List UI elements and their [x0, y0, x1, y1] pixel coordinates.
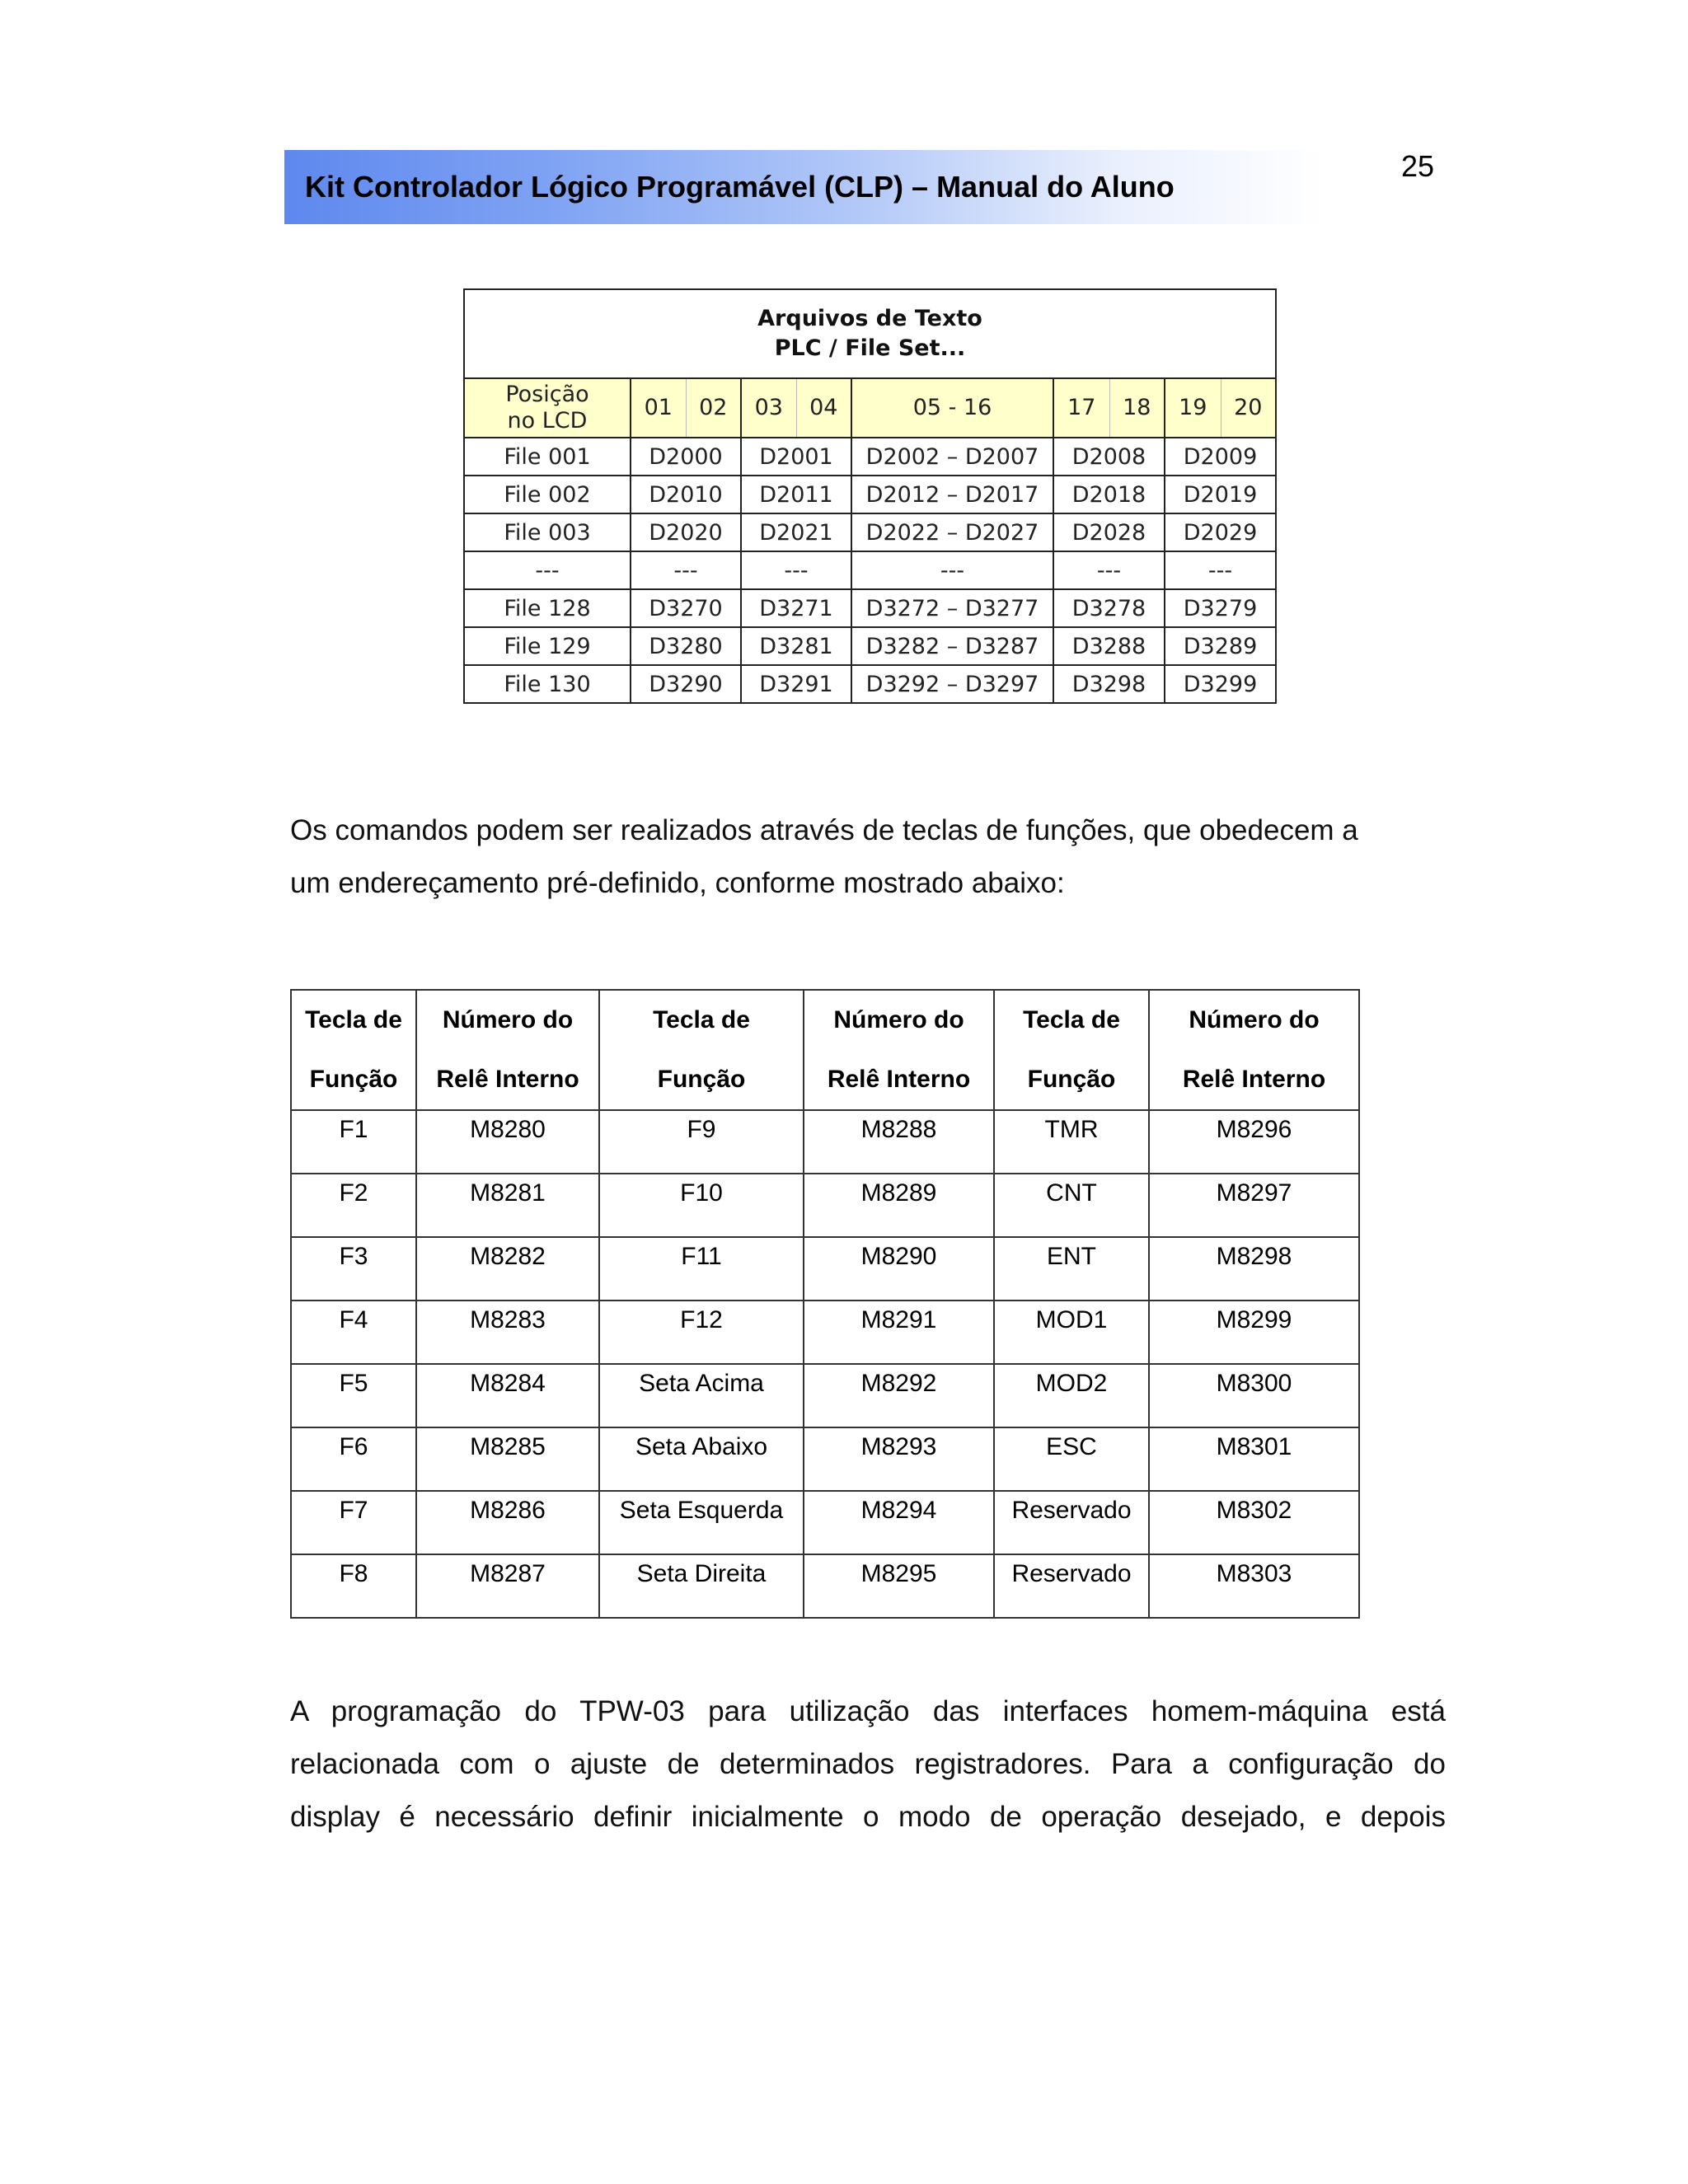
table-row	[464, 665, 1276, 703]
header-cell: Tecla de Função	[994, 990, 1149, 1110]
table-cell: D2018	[1053, 476, 1165, 513]
table-cell: D3271	[741, 589, 851, 627]
function-keys-table	[290, 989, 1360, 1619]
table-cell: F12	[599, 1301, 804, 1364]
table-row	[464, 589, 1276, 627]
header-label: no LCD	[507, 408, 588, 434]
header-label: Posição	[505, 382, 589, 407]
table-row	[464, 438, 1276, 476]
table-cell: M8294	[804, 1491, 994, 1554]
table-cell: D2002 – D2007	[851, 438, 1053, 476]
caption-line: PLC / File Set...	[774, 335, 966, 361]
table-cell: Seta Esquerda	[599, 1491, 804, 1554]
header-cell: 18	[1109, 378, 1165, 438]
table-cell: M8297	[1149, 1174, 1359, 1237]
table-header-row	[291, 990, 1359, 1110]
table-cell: File 130	[464, 665, 631, 703]
header-cell: 20	[1221, 378, 1276, 438]
text-line: um endereçamento pré-definido, conforme mostrado abaixo:	[290, 867, 1065, 899]
table-cell: D3278	[1053, 589, 1165, 627]
header-cell: Tecla de Função	[599, 990, 804, 1110]
table-cell: ---	[851, 551, 1053, 589]
table-cell: Reservado	[994, 1554, 1149, 1618]
table-cell: D2000	[631, 438, 741, 476]
table-cell: D3282 – D3287	[851, 627, 1053, 665]
paragraph-programming	[290, 1685, 1446, 1844]
caption-line: Arquivos de Texto	[757, 306, 982, 331]
table-cell: File 129	[464, 627, 631, 665]
header-cell: 02	[686, 378, 741, 438]
table-cell: F4	[291, 1301, 416, 1364]
header-cell: 19	[1165, 378, 1221, 438]
table-cell: D3281	[741, 627, 851, 665]
table-cell: M8302	[1149, 1491, 1359, 1554]
table-cell: D3291	[741, 665, 851, 703]
text-line: A programação do TPW-03 para utilização das interfaces homem-máquina está	[290, 1695, 1446, 1727]
table-cell: ---	[741, 551, 851, 589]
table-cell: M8285	[416, 1427, 599, 1491]
table-cell: D3270	[631, 589, 741, 627]
table-cell: F8	[291, 1554, 416, 1618]
text-line: display é necessário definir inicialmente o modo de operação desejado, e depois	[290, 1801, 1446, 1833]
table-cell: F7	[291, 1491, 416, 1554]
table-cell: D3288	[1053, 627, 1165, 665]
table-cell: F3	[291, 1237, 416, 1301]
header-cell: 03	[741, 378, 796, 438]
table-cell: D2001	[741, 438, 851, 476]
table-cell: D2020	[631, 513, 741, 551]
table-cell: D3292 – D3297	[851, 665, 1053, 703]
table-cell: D3279	[1165, 589, 1276, 627]
header-cell: Tecla de Função	[291, 990, 416, 1110]
header-cell: 17	[1053, 378, 1109, 438]
table-cell: F10	[599, 1174, 804, 1237]
table-cell: MOD2	[994, 1364, 1149, 1427]
header-cell: 05 - 16	[851, 378, 1053, 438]
table-cell: MOD1	[994, 1301, 1149, 1364]
table-row	[291, 1301, 1359, 1364]
text-line: Os comandos podem ser realizados através de teclas de funções, que obedecem a	[290, 814, 1358, 846]
header-cell	[464, 378, 631, 438]
table-cell: M8291	[804, 1301, 994, 1364]
table-cell: ---	[631, 551, 741, 589]
table-cell: Reservado	[994, 1491, 1149, 1554]
table-cell: F9	[599, 1110, 804, 1174]
table-cell: File 003	[464, 513, 631, 551]
table-cell: ENT	[994, 1237, 1149, 1301]
table-cell: D3298	[1053, 665, 1165, 703]
table-cell: M8299	[1149, 1301, 1359, 1364]
table-row	[291, 1491, 1359, 1554]
table-cell: M8280	[416, 1110, 599, 1174]
header-cell: Número do Relê Interno	[804, 990, 994, 1110]
table-cell: M8292	[804, 1364, 994, 1427]
table-row	[464, 627, 1276, 665]
table-cell: D2010	[631, 476, 741, 513]
table-cell: M8289	[804, 1174, 994, 1237]
table-cell: D3272 – D3277	[851, 589, 1053, 627]
table-cell: D3299	[1165, 665, 1276, 703]
table-cell: M8287	[416, 1554, 599, 1618]
table-row	[291, 1427, 1359, 1491]
table-cell: M8283	[416, 1301, 599, 1364]
table-cell: D2019	[1165, 476, 1276, 513]
table-cell: CNT	[994, 1174, 1149, 1237]
table-row	[291, 1554, 1359, 1618]
header-cell: 04	[796, 378, 851, 438]
table-cell: D3290	[631, 665, 741, 703]
header-cell: Número do Relê Interno	[1149, 990, 1359, 1110]
table-cell: D2021	[741, 513, 851, 551]
table-cell: M8295	[804, 1554, 994, 1618]
table-row	[464, 551, 1276, 589]
table-cell: D3289	[1165, 627, 1276, 665]
table-cell: M8286	[416, 1491, 599, 1554]
table-row	[291, 1237, 1359, 1301]
table-cell: F11	[599, 1237, 804, 1301]
table-cell: F1	[291, 1110, 416, 1174]
table-row	[291, 1364, 1359, 1427]
table-cell: M8290	[804, 1237, 994, 1301]
table-cell: F2	[291, 1174, 416, 1237]
table-cell: M8281	[416, 1174, 599, 1237]
table-cell: M8284	[416, 1364, 599, 1427]
text-line: relacionada com o ajuste de determinados registradores. Para a configuração do	[290, 1748, 1446, 1780]
table-cell: M8293	[804, 1427, 994, 1491]
table-row	[464, 476, 1276, 513]
table-cell: D3280	[631, 627, 741, 665]
table-cell: TMR	[994, 1110, 1149, 1174]
page-header-title: Kit Controlador Lógico Programável (CLP) – Manual do Aluno	[305, 170, 1175, 204]
table-cell: M8296	[1149, 1110, 1359, 1174]
table-cell: Seta Direita	[599, 1554, 804, 1618]
table-cell: ---	[464, 551, 631, 589]
table-cell: File 001	[464, 438, 631, 476]
table-cell: F6	[291, 1427, 416, 1491]
table-caption	[464, 289, 1276, 378]
table-cell: M8282	[416, 1237, 599, 1301]
table-cell: M8288	[804, 1110, 994, 1174]
paragraph-commands	[290, 804, 1446, 910]
table-cell: D2009	[1165, 438, 1276, 476]
table-cell: Seta Abaixo	[599, 1427, 804, 1491]
page-number: 25	[1401, 149, 1435, 183]
header-cell: Número do Relê Interno	[416, 990, 599, 1110]
table-header-row	[464, 378, 1276, 438]
table-cell: D2012 – D2017	[851, 476, 1053, 513]
table-cell: ---	[1053, 551, 1165, 589]
table-cell: M8298	[1149, 1237, 1359, 1301]
table-cell: F5	[291, 1364, 416, 1427]
table-row	[291, 1110, 1359, 1174]
table-cell: D2022 – D2027	[851, 513, 1053, 551]
table-cell: D2029	[1165, 513, 1276, 551]
table-cell: M8300	[1149, 1364, 1359, 1427]
table-cell: M8303	[1149, 1554, 1359, 1618]
table-row	[464, 513, 1276, 551]
text-files-table	[463, 288, 1277, 704]
table-cell: ESC	[994, 1427, 1149, 1491]
table-cell: File 128	[464, 589, 631, 627]
table-cell: D2008	[1053, 438, 1165, 476]
table-cell: File 002	[464, 476, 631, 513]
header-cell: 01	[631, 378, 686, 438]
table-row	[291, 1174, 1359, 1237]
table-cell: ---	[1165, 551, 1276, 589]
table-cell: M8301	[1149, 1427, 1359, 1491]
table-cell: D2011	[741, 476, 851, 513]
table-cell: D2028	[1053, 513, 1165, 551]
table-cell: Seta Acima	[599, 1364, 804, 1427]
